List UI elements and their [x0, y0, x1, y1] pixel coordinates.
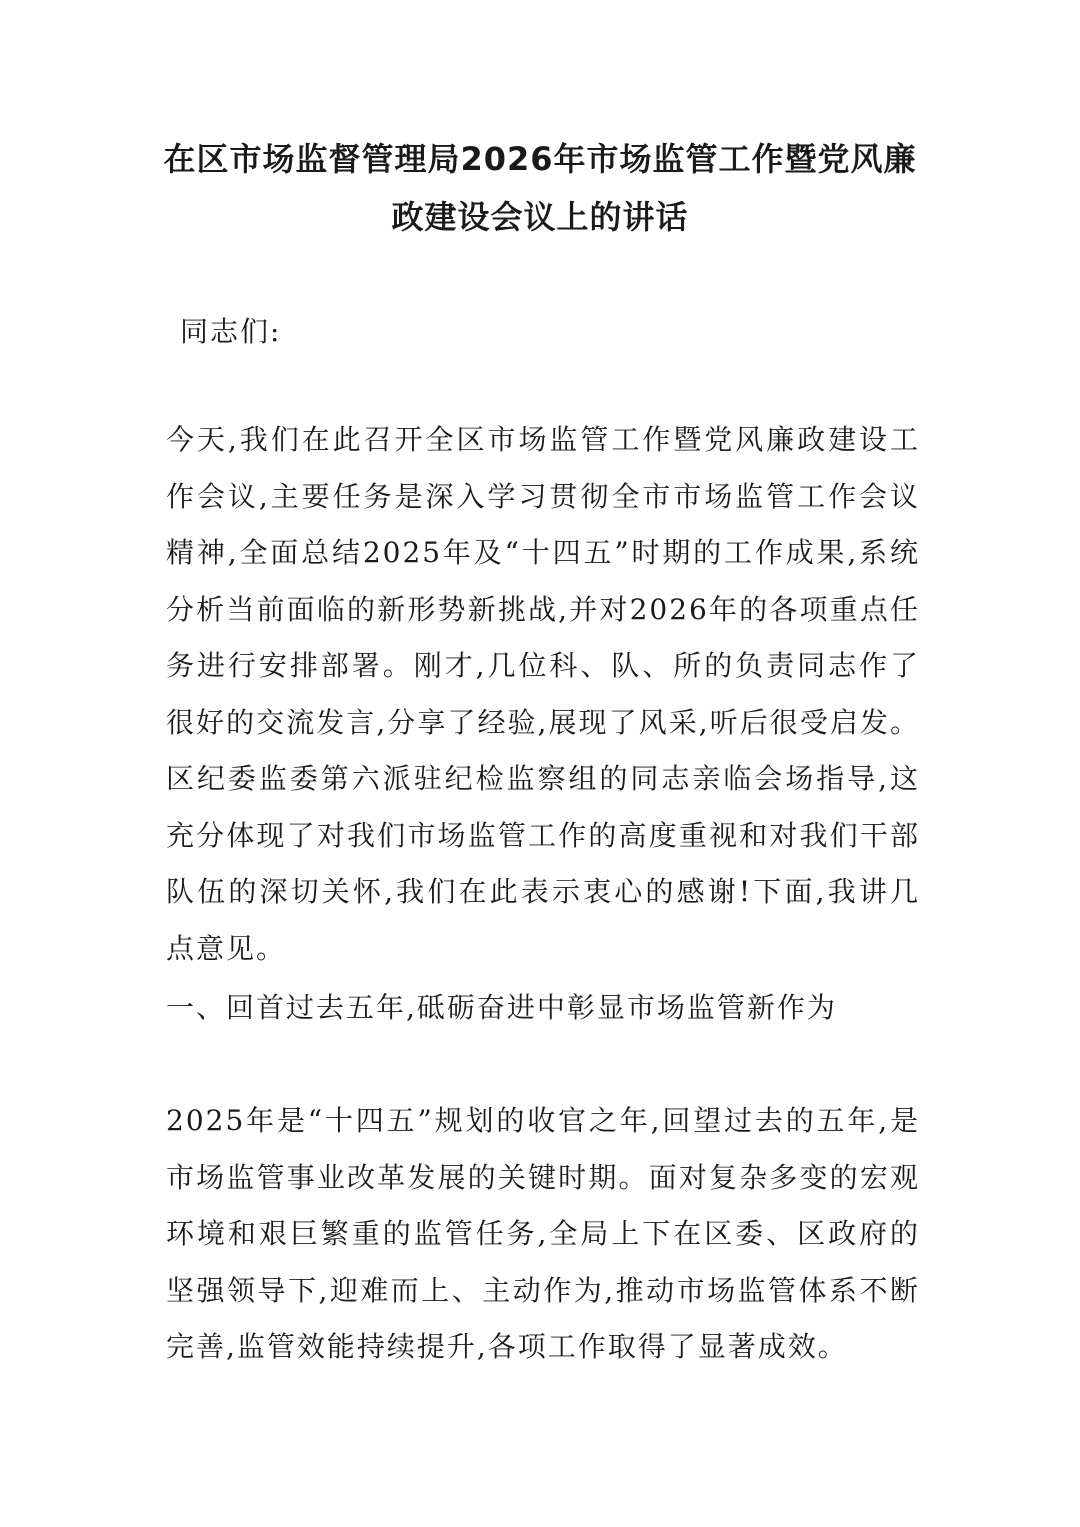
section-1-paragraph: 2025年是“十四五”规划的收官之年,回望过去的五年,是市场监管事业改革发展的关键时期。面对复杂多变的宏观环境和艰巨繁重的监管任务,全局上下在区委、区政府的坚强领导下,迎难而上、主动作为,推动市场监管体系不断完善,监管效能持续提升,各项工作取得了显著成效。: [166, 1104, 920, 1363]
section-heading-1: 一、回首过去五年,砥砺奋进中彰显市场监管新作为: [166, 991, 837, 1024]
title-line-1: 在区市场监督管理局2026年市场监管工作暨党风廉: [163, 140, 917, 178]
title-line-2: 政建设会议上的讲话: [391, 198, 689, 236]
opening-paragraph: 今天,我们在此召开全区市场监管工作暨党风廉政建设工作会议,主要任务是深入学习贯彻全市市场监管工作会议精神,全面总结2025年及“十四五”时期的工作成果,系统分析当前面临的新形势新挑战,并对2026年的各项重点任务进行安排部署。刚才,几位科、队、所的负责同志作了很好的交流发言,分享了经验,展现了风采,听后很受启发。区纪委监委第六派驻纪检监察组的同志亲临会场指导,这充分体现了对我们市场监管工作的高度重视和对我们干部队伍的深切关怀,我们在此表示衷心的感谢!下面,我讲几点意见。: [166, 423, 920, 965]
document-title: [150, 130, 930, 246]
salutation: 同志们:: [180, 315, 282, 348]
